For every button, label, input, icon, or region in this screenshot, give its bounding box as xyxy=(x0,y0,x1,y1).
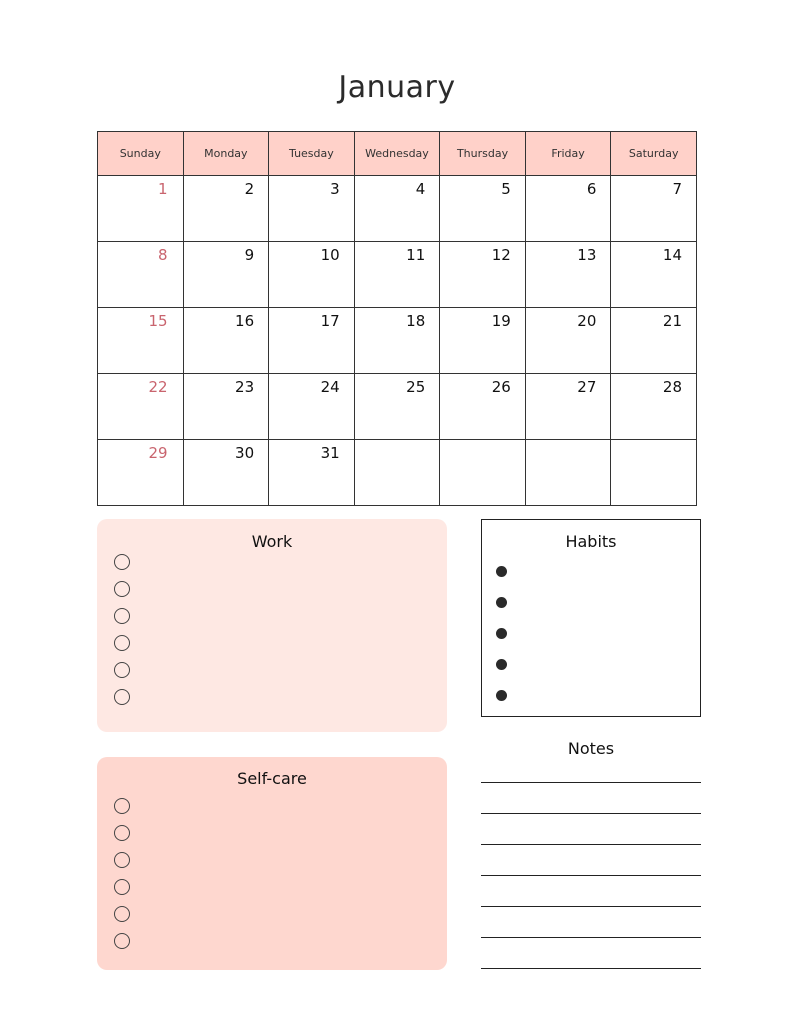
bullet-dot-icon xyxy=(496,628,507,639)
habits-bullet-list xyxy=(496,566,507,721)
day-cell[interactable]: 15 xyxy=(98,308,184,374)
weekday-thursday: Thursday xyxy=(440,132,526,176)
selfcare-title: Self-care xyxy=(237,769,307,788)
day-cell[interactable]: 22 xyxy=(98,374,184,440)
checkbox-circle-icon[interactable] xyxy=(114,933,130,949)
day-cell[interactable]: 1 xyxy=(98,176,184,242)
weekday-header-row xyxy=(98,132,697,176)
selfcare-checklist xyxy=(114,798,130,960)
checkbox-circle-icon[interactable] xyxy=(114,662,130,678)
day-cell[interactable]: 8 xyxy=(98,242,184,308)
habits-title: Habits xyxy=(565,532,617,551)
note-line[interactable] xyxy=(481,844,701,845)
weekday-sunday: Sunday xyxy=(98,132,184,176)
day-cell[interactable]: 20 xyxy=(525,308,611,374)
week-row xyxy=(98,374,697,440)
day-cell[interactable]: 16 xyxy=(183,308,269,374)
week-row xyxy=(98,242,697,308)
day-cell-empty xyxy=(525,440,611,506)
checkbox-circle-icon[interactable] xyxy=(114,635,130,651)
day-cell[interactable]: 30 xyxy=(183,440,269,506)
checkbox-circle-icon[interactable] xyxy=(114,798,130,814)
day-cell[interactable]: 28 xyxy=(611,374,697,440)
checkbox-circle-icon[interactable] xyxy=(114,852,130,868)
day-cell[interactable]: 5 xyxy=(440,176,526,242)
day-cell[interactable]: 3 xyxy=(269,176,355,242)
day-cell[interactable]: 10 xyxy=(269,242,355,308)
checkbox-circle-icon[interactable] xyxy=(114,581,130,597)
weekday-wednesday: Wednesday xyxy=(354,132,440,176)
page-title: January xyxy=(338,70,456,105)
weekday-tuesday: Tuesday xyxy=(269,132,355,176)
note-line[interactable] xyxy=(481,937,701,938)
day-cell[interactable]: 7 xyxy=(611,176,697,242)
habits-box xyxy=(481,519,701,717)
note-line[interactable] xyxy=(481,906,701,907)
day-cell-empty xyxy=(611,440,697,506)
bullet-dot-icon xyxy=(496,597,507,608)
selfcare-todo-box xyxy=(97,757,447,970)
day-cell-empty xyxy=(354,440,440,506)
day-cell[interactable]: 21 xyxy=(611,308,697,374)
checkbox-circle-icon[interactable] xyxy=(114,554,130,570)
note-line[interactable] xyxy=(481,968,701,969)
weekday-friday: Friday xyxy=(525,132,611,176)
day-cell[interactable]: 12 xyxy=(440,242,526,308)
day-cell[interactable]: 9 xyxy=(183,242,269,308)
week-row xyxy=(98,176,697,242)
note-line[interactable] xyxy=(481,782,701,783)
note-line[interactable] xyxy=(481,875,701,876)
work-title: Work xyxy=(251,532,293,551)
day-cell[interactable]: 25 xyxy=(354,374,440,440)
day-cell[interactable]: 6 xyxy=(525,176,611,242)
work-todo-box xyxy=(97,519,447,732)
day-cell[interactable]: 11 xyxy=(354,242,440,308)
day-cell[interactable]: 29 xyxy=(98,440,184,506)
week-row xyxy=(98,308,697,374)
bullet-dot-icon xyxy=(496,566,507,577)
notes-title: Notes xyxy=(567,739,615,758)
day-cell-empty xyxy=(440,440,526,506)
day-cell[interactable]: 2 xyxy=(183,176,269,242)
bullet-dot-icon xyxy=(496,659,507,670)
month-calendar xyxy=(97,131,697,506)
day-cell[interactable]: 13 xyxy=(525,242,611,308)
checkbox-circle-icon[interactable] xyxy=(114,906,130,922)
week-row xyxy=(98,440,697,506)
work-checklist xyxy=(114,554,130,716)
checkbox-circle-icon[interactable] xyxy=(114,879,130,895)
bullet-dot-icon xyxy=(496,690,507,701)
day-cell[interactable]: 18 xyxy=(354,308,440,374)
day-cell[interactable]: 23 xyxy=(183,374,269,440)
day-cell[interactable]: 26 xyxy=(440,374,526,440)
checkbox-circle-icon[interactable] xyxy=(114,825,130,841)
day-cell[interactable]: 4 xyxy=(354,176,440,242)
day-cell[interactable]: 19 xyxy=(440,308,526,374)
day-cell[interactable]: 27 xyxy=(525,374,611,440)
day-cell[interactable]: 14 xyxy=(611,242,697,308)
weekday-monday: Monday xyxy=(183,132,269,176)
day-cell[interactable]: 31 xyxy=(269,440,355,506)
weekday-saturday: Saturday xyxy=(611,132,697,176)
day-cell[interactable]: 24 xyxy=(269,374,355,440)
checkbox-circle-icon[interactable] xyxy=(114,608,130,624)
checkbox-circle-icon[interactable] xyxy=(114,689,130,705)
note-line[interactable] xyxy=(481,813,701,814)
day-cell[interactable]: 17 xyxy=(269,308,355,374)
